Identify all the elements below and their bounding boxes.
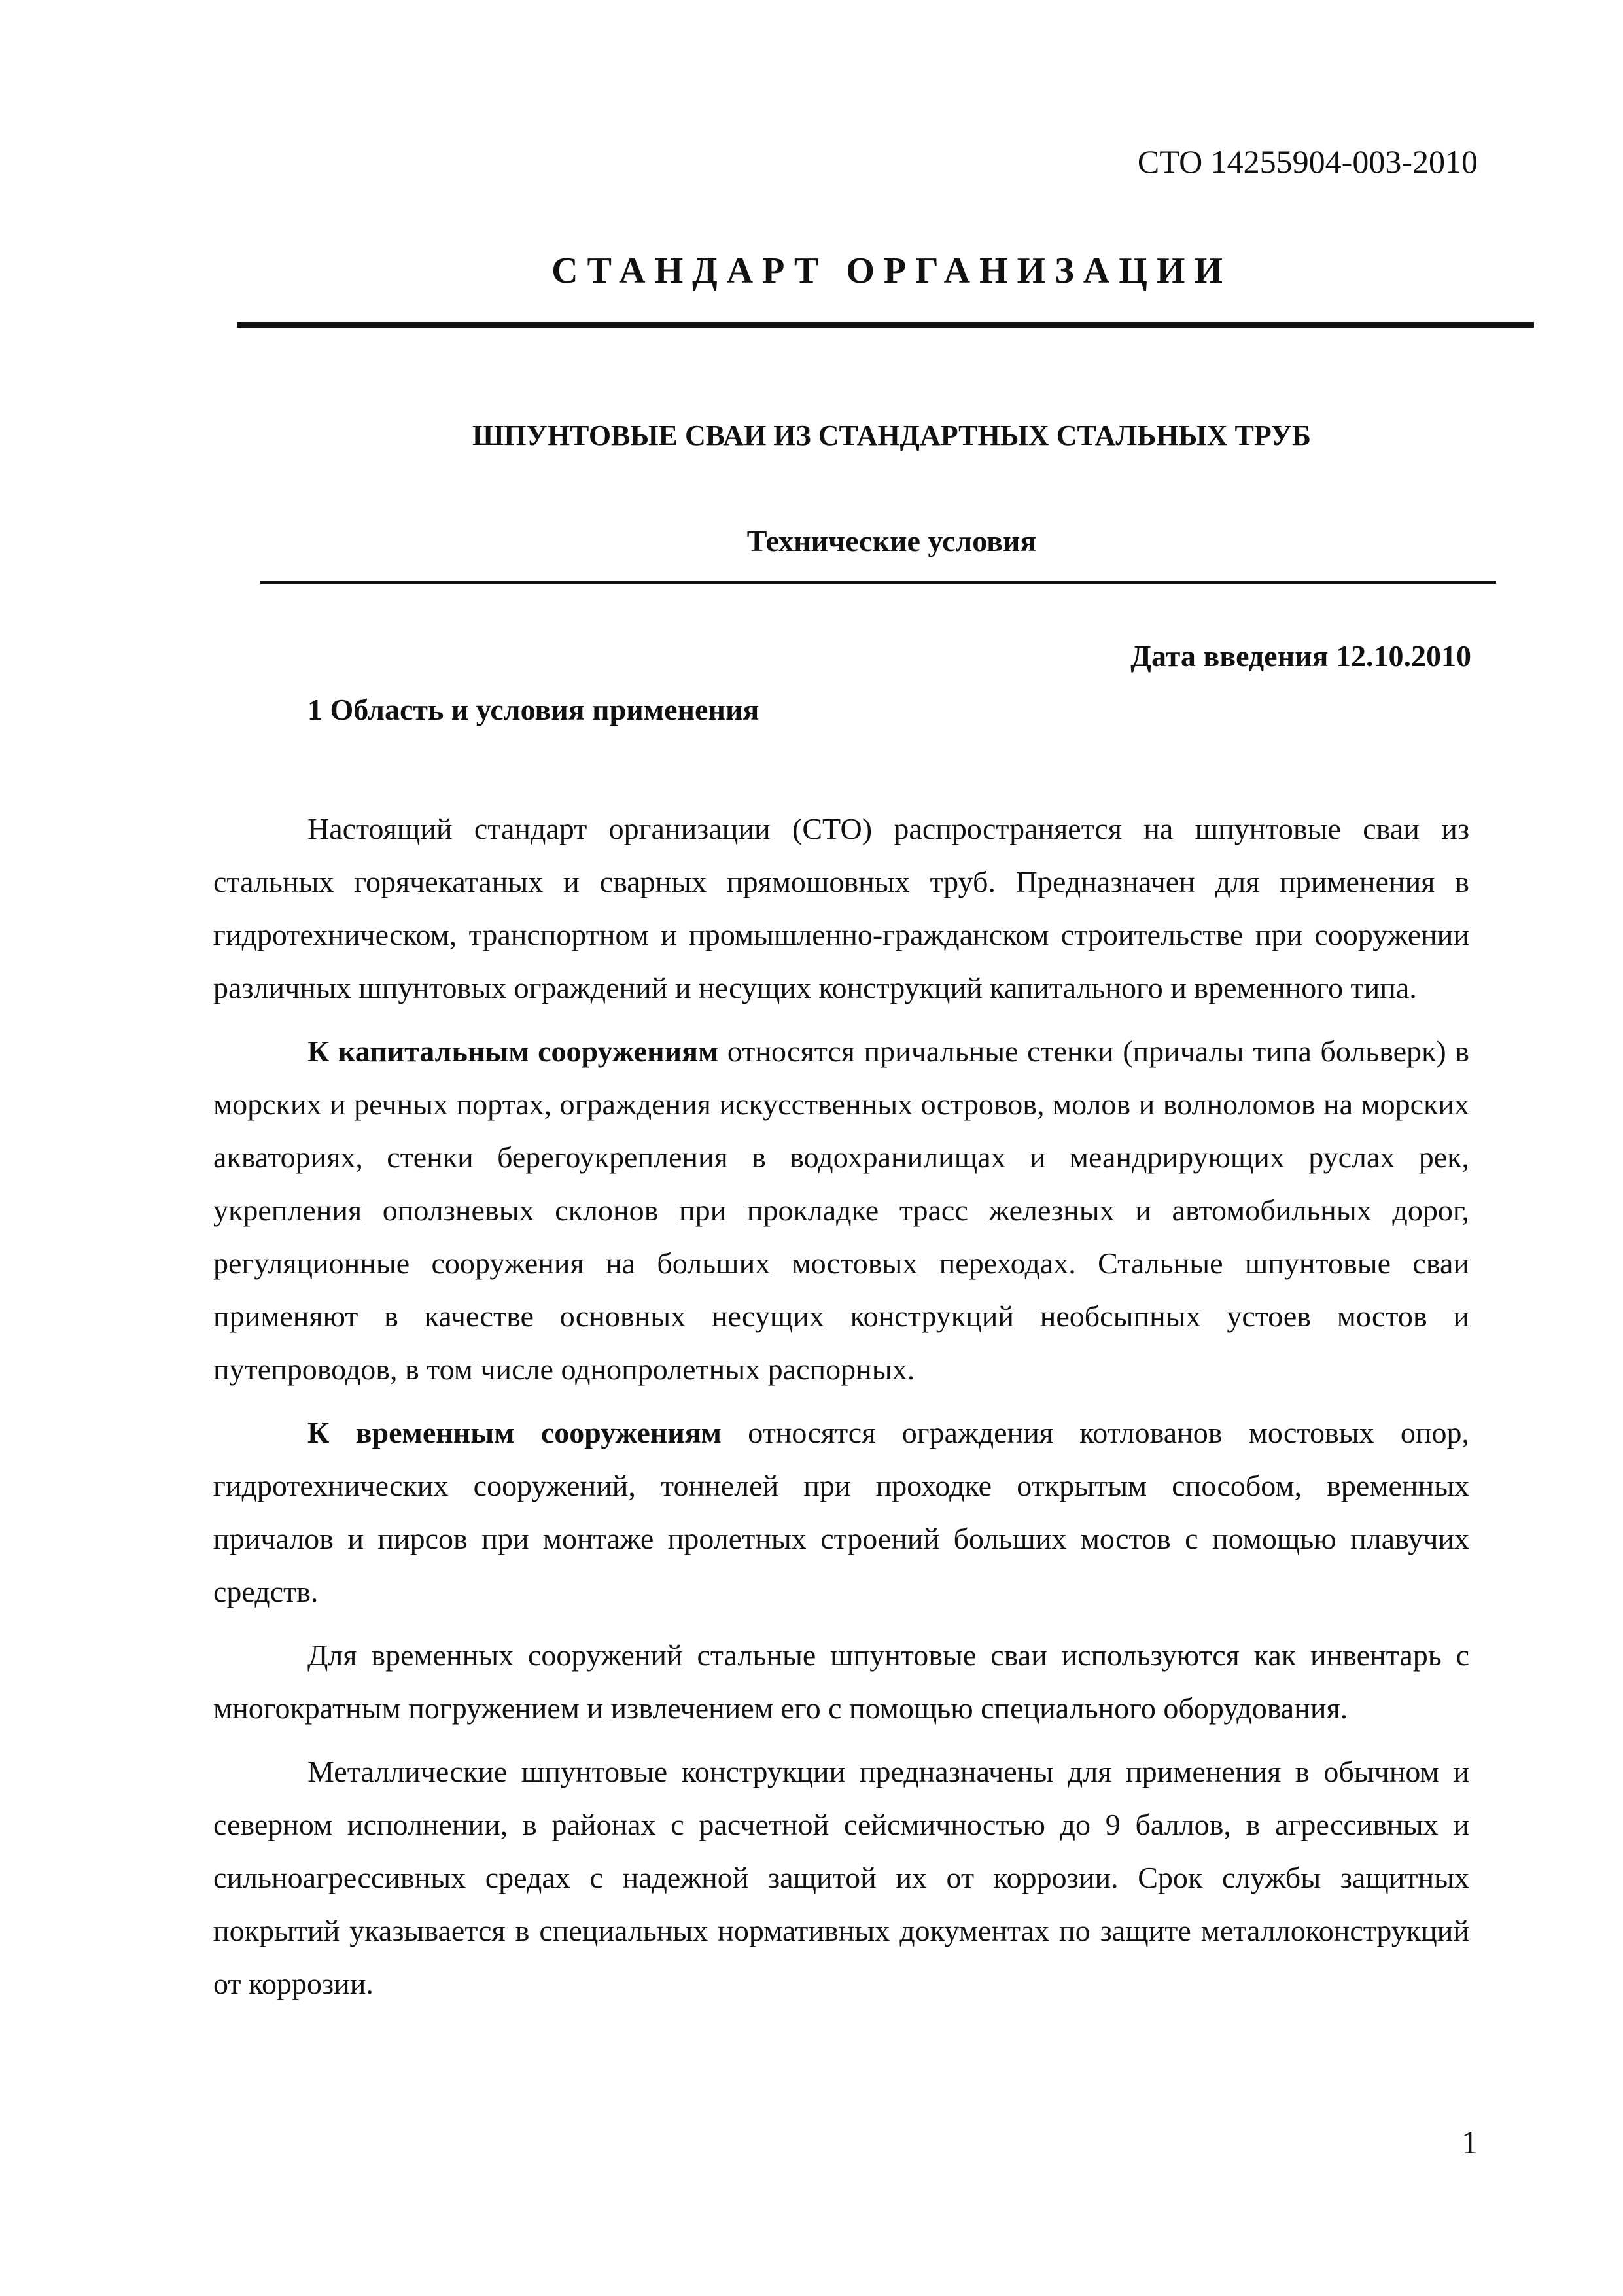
paragraph-4-text: Для временных сооружений стальные шпунтовые сваи используются как инвентарь с многократным погружением и извлечением его с помощью специального оборудования. xyxy=(213,1638,1469,1725)
paragraph-5-text: Металлические шпунтовые конструкции предназначены для применения в обычном и северном исполнении, в районах с расчетной сейсмичностью до 9 баллов, в агрессивных и сильноагрессивных средах с надежной защитой их от коррозии. Срок службы защитных покрытий указывается в специальных нормативных документах по защите металлоконструкций от коррозии. xyxy=(213,1755,1469,2000)
paragraph-1-text: Настоящий стандарт организации (СТО) распространяется на шпунтовые сваи из стальных горячекатаных и сварных прямошовных труб. Предназначен для применения в гидротехническом, транспортном и промышленно-гражданском строительстве при сооружении различных шпунтовых ограждений и несущих конструкций капитального и временного типа. xyxy=(213,812,1469,1004)
paragraph-2 xyxy=(213,1025,1469,1396)
subtitle-divider-thin xyxy=(260,581,1496,584)
introduction-date: Дата введения 12.10.2010 xyxy=(1130,639,1471,673)
page-number: 1 xyxy=(1461,2124,1478,2161)
paragraph-5 xyxy=(213,1745,1469,2010)
document-subtitle: Технические условия xyxy=(746,524,1037,557)
document-code: СТО 14255904-003-2010 xyxy=(1137,143,1478,180)
document-title: ШПУНТОВЫЕ СВАИ ИЗ СТАНДАРТНЫХ СТАЛЬНЫХ ТРУБ xyxy=(472,419,1311,451)
organization-standard-title: СТАНДАРТ ОРГАНИЗАЦИИ xyxy=(551,251,1232,291)
paragraph-1 xyxy=(213,802,1469,1014)
paragraph-3 xyxy=(213,1406,1469,1618)
paragraph-3-text: относятся ограждения котлованов мостовых опор, гидротехнических сооружений, тоннелей при проходке открытым способом, временных причалов и пирсов при монтаже пролетных строений больших мостов с помощью плавучих средств. xyxy=(213,1416,1469,1608)
section-heading: 1 Область и условия применения xyxy=(307,693,759,726)
paragraph-4 xyxy=(213,1629,1469,1735)
paragraph-2-text: относятся причальные стенки (причалы типа больверк) в морских и речных портах, ограждения искусственных островов, молов и волноломов на морских акваториях, стенки берегоукрепления в водохранилищах и меандрирующих руслах рек, укрепления оползневых склонов при прокладке трасс железных и автомобильных дорог, регуляционные сооружения на больших мостовых переходах. Стальные шпунтовые сваи применяют в качестве основных несущих конструкций необсыпных устоев мостов и путепроводов, в том числе однопролетных распорных. xyxy=(213,1034,1469,1386)
title-divider-thick xyxy=(237,322,1534,328)
section-body xyxy=(213,802,1469,2010)
paragraph-3-lead: К временным сооружениям xyxy=(307,1416,722,1449)
paragraph-2-lead: К капитальным сооружениям xyxy=(307,1034,719,1068)
